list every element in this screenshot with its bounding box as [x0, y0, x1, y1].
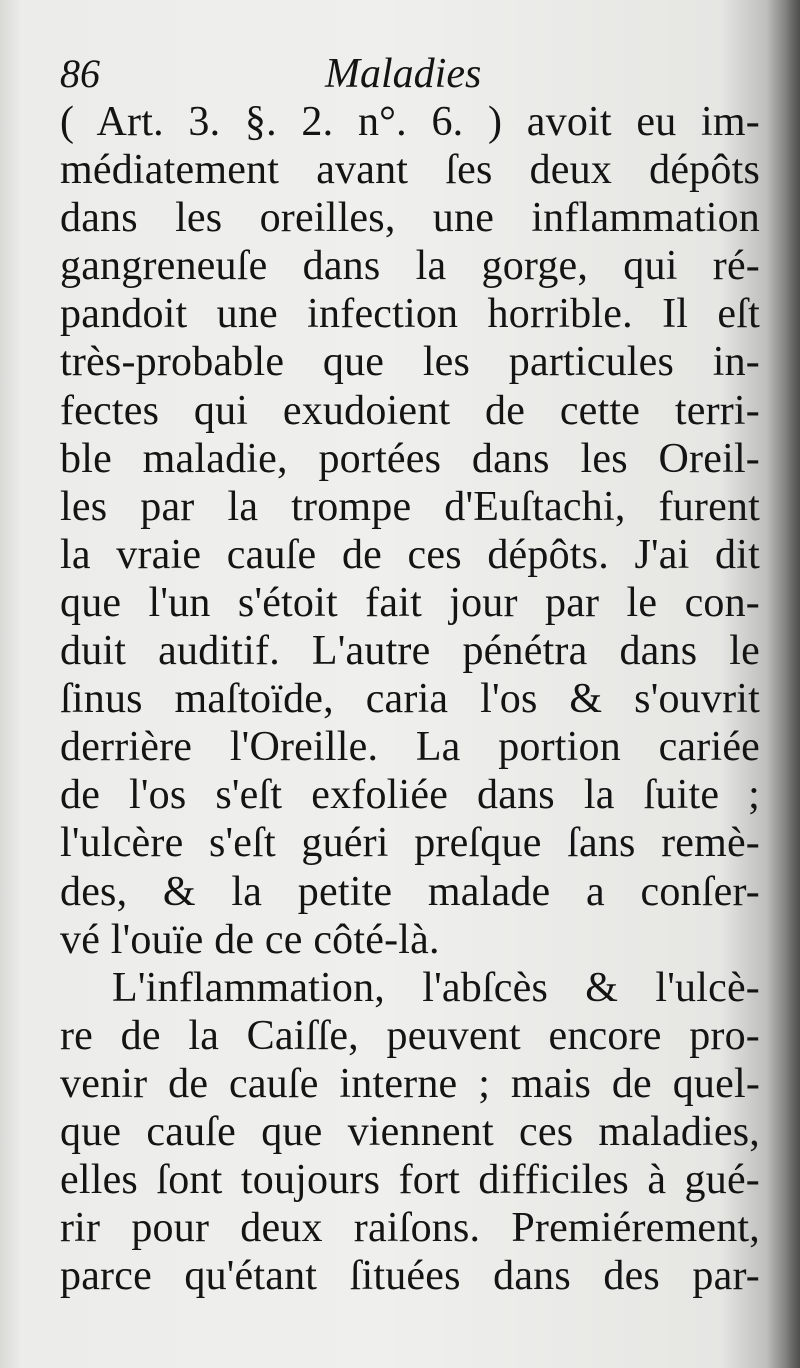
text-line: parce qu'étant ſituées dans des par- — [60, 1253, 760, 1300]
text-line: dans les oreilles, une inflammation — [60, 195, 760, 242]
text-line: que l'un s'étoit fait jour par le con- — [60, 579, 760, 626]
page-number: 86 — [60, 51, 100, 96]
text-line: médiatement avant ſes deux dépôts — [60, 147, 760, 194]
text-line: l'ulcère s'eſt guéri preſque ſans remè- — [60, 820, 760, 867]
text-line: très-probable que les particules in- — [60, 339, 760, 386]
text-line: la vraie cauſe de ces dépôts. J'ai dit — [60, 531, 760, 578]
text-line: que cauſe que viennent ces maladies, — [60, 1108, 760, 1155]
text-line: rir pour deux raiſons. Premiérement, — [60, 1205, 760, 1252]
text-line: de l'os s'eſt exfoliée dans la ſuite ; — [60, 772, 760, 819]
text-line: duit auditif. L'autre pénétra dans le — [60, 628, 760, 675]
text-line: gangreneuſe dans la gorge, qui ré- — [60, 243, 760, 290]
text-line: des, & la petite malade a conſer- — [60, 868, 760, 915]
running-head: Maladies — [325, 51, 482, 97]
page-gutter-shadow — [766, 0, 800, 1368]
text-line: derrière l'Oreille. La portion cariée — [60, 724, 760, 771]
text-line: elles ſont toujours fort difficiles à gué- — [60, 1157, 760, 1204]
text-line: ſinus maſtoïde, caria l'os & s'ouvrit — [60, 676, 760, 723]
text-line: vé l'ouïe de ce côté-là. — [60, 916, 440, 963]
text-line: les par la trompe d'Euſtachi, furent — [60, 483, 760, 530]
text-line: L'inflammation, l'abſcès & l'ulcè- — [112, 964, 760, 1011]
page-header — [60, 46, 720, 102]
text-line: ( Art. 3. §. 2. n°. 6. ) avoit eu im- — [60, 99, 760, 145]
text-line: ble maladie, portées dans les Oreil- — [60, 435, 760, 482]
text-line: pandoit une infection horrible. Il eſt — [60, 291, 760, 338]
text-line: re de la Caiſſe, peuvent encore pro- — [60, 1012, 760, 1059]
text-line: venir de cauſe interne ; mais de quel- — [60, 1060, 760, 1107]
body-text — [60, 98, 760, 1300]
text-line: fectes qui exudoient de cette terri- — [60, 387, 760, 434]
